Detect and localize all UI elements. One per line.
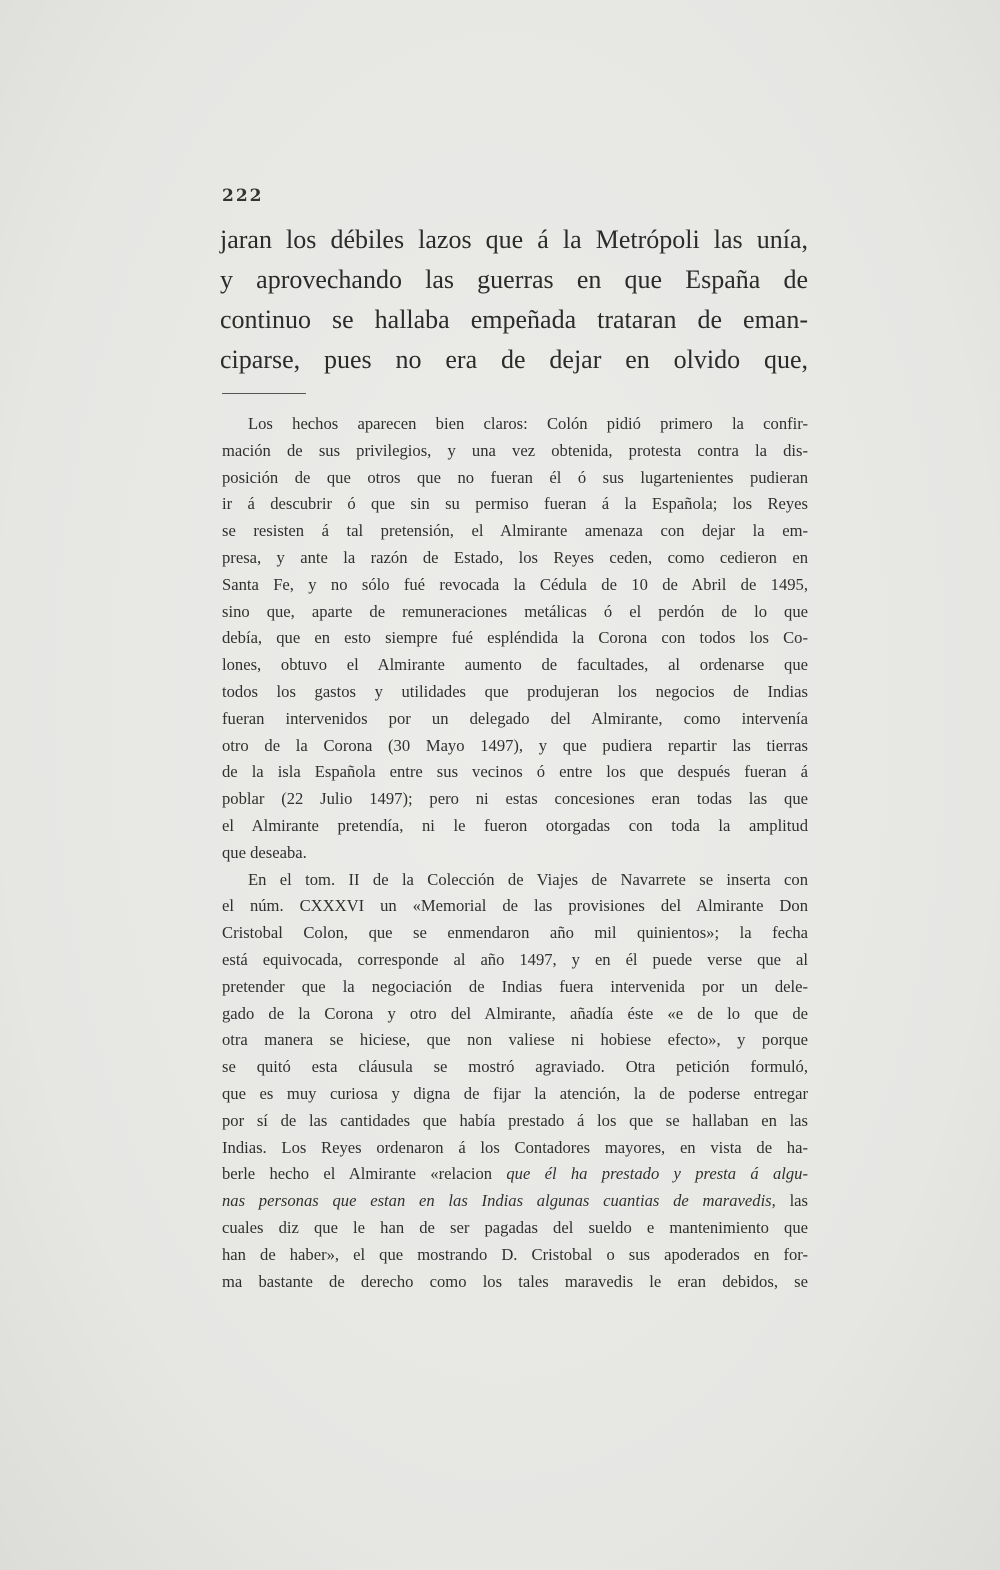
note-line-mixed xyxy=(222,1188,808,1215)
note-line: ir á descubrir ó que sin su permiso fueran á la Española; los Reyes xyxy=(222,494,808,514)
note-line: Los hechos aparecen bien claros: Colón pidió primero la confir- xyxy=(248,414,808,433)
note-line: Santa Fe, y no sólo fué revocada la Cédula de 10 de Abril de 1495, xyxy=(222,574,808,594)
main-text xyxy=(220,220,808,380)
body-line: y aprovechando las guerras en que España de xyxy=(220,265,808,294)
note-line: todos los gastos y utilidades que produjeran los negocios de Indias xyxy=(222,681,808,701)
note-line: el Almirante pretendía, ni le fueron otorgadas con toda la amplitud xyxy=(222,815,808,835)
note-line: ma bastante de derecho como los tales maravedis le eran debidos, se xyxy=(222,1271,808,1291)
note-line: pretender que la negociación de Indias fuera intervenida por un dele- xyxy=(222,976,808,996)
note-line: que deseaba. xyxy=(222,842,307,862)
body-line: continuo se hallaba empeñada trataran de eman- xyxy=(220,305,808,334)
note-line: el núm. CXXXVI un «Memorial de las provisiones del Almirante Don xyxy=(222,896,808,916)
footnote-text xyxy=(222,411,808,1295)
note-line: mación de sus privilegios, y una vez obtenida, protesta contra la dis- xyxy=(222,440,808,460)
note-line: está equivocada, corresponde al año 1497, y en él puede verse que al xyxy=(222,949,808,969)
note-line: otra manera se hiciese, que non valiese ni hobiese efecto», y porque xyxy=(222,1030,808,1050)
page-number: 222 xyxy=(222,186,264,206)
body-line: jaran los débiles lazos que á la Metrópoli las unía, xyxy=(220,225,808,254)
note-italic-segment: que él ha prestado y presta á algu- xyxy=(506,1164,808,1184)
note-line: presa, y ante la razón de Estado, los Reyes ceden, como cedieron en xyxy=(222,547,808,567)
note-roman-segment: berle hecho el Almirante «relacion xyxy=(222,1164,493,1184)
note-line: otro de la Corona (30 Mayo 1497), y que pudiera repartir las tierras xyxy=(222,735,808,755)
note-line: por sí de las cantidades que había prestado á los que se hallaban en las xyxy=(222,1110,808,1130)
note-line: debía, que en esto siempre fué espléndida la Corona con todos los Co- xyxy=(222,628,808,648)
note-line: lones, obtuvo el Almirante aumento de facultades, al ordenarse que xyxy=(222,655,808,675)
note-line: posición de que otros que no fueran él ó sus lugartenientes pudieran xyxy=(222,467,808,487)
note-line: se quitó esta cláusula se mostró agraviado. Otra petición formuló, xyxy=(222,1057,808,1077)
note-line: fueran intervenidos por un delegado del Almirante, como intervenía xyxy=(222,708,808,728)
note-line: En el tom. II de la Colección de Viajes de Navarrete se inserta con xyxy=(248,869,808,889)
note-line: cuales diz que le han de ser pagadas del sueldo e mantenimiento que xyxy=(222,1217,808,1237)
note-line: Cristobal Colon, que se enmendaron año mil quinientos»; la fecha xyxy=(222,923,808,943)
note-line: gado de la Corona y otro del Almirante, añadía éste «e de lo que de xyxy=(222,1003,808,1023)
note-line: sino que, aparte de remuneraciones metálicas ó el perdón de lo que xyxy=(222,601,808,621)
note-line-mixed xyxy=(222,1161,808,1188)
note-line: Indias. Los Reyes ordenaron á los Contadores mayores, en vista de ha- xyxy=(222,1137,808,1157)
footnote-rule xyxy=(222,393,306,394)
note-line: poblar (22 Julio 1497); pero ni estas concesiones eran todas las que xyxy=(222,789,808,809)
note-line: han de haber», el que mostrando D. Cristobal o sus apoderados en for- xyxy=(222,1244,808,1264)
note-line: se resisten á tal pretensión, el Almirante amenaza con dejar la em- xyxy=(222,521,808,541)
note-line: que es muy curiosa y digna de fijar la atención, la de poderse entregar xyxy=(222,1083,808,1103)
note-italic-segment: nas personas que estan en las Indias algunas cuantias de maravedis, xyxy=(222,1191,776,1211)
note-line: de la isla Española entre sus vecinos ó entre los que después fueran á xyxy=(222,762,808,782)
note-roman-segment: las xyxy=(789,1191,808,1211)
body-line: ciparse, pues no era de dejar en olvido que, xyxy=(220,345,808,374)
